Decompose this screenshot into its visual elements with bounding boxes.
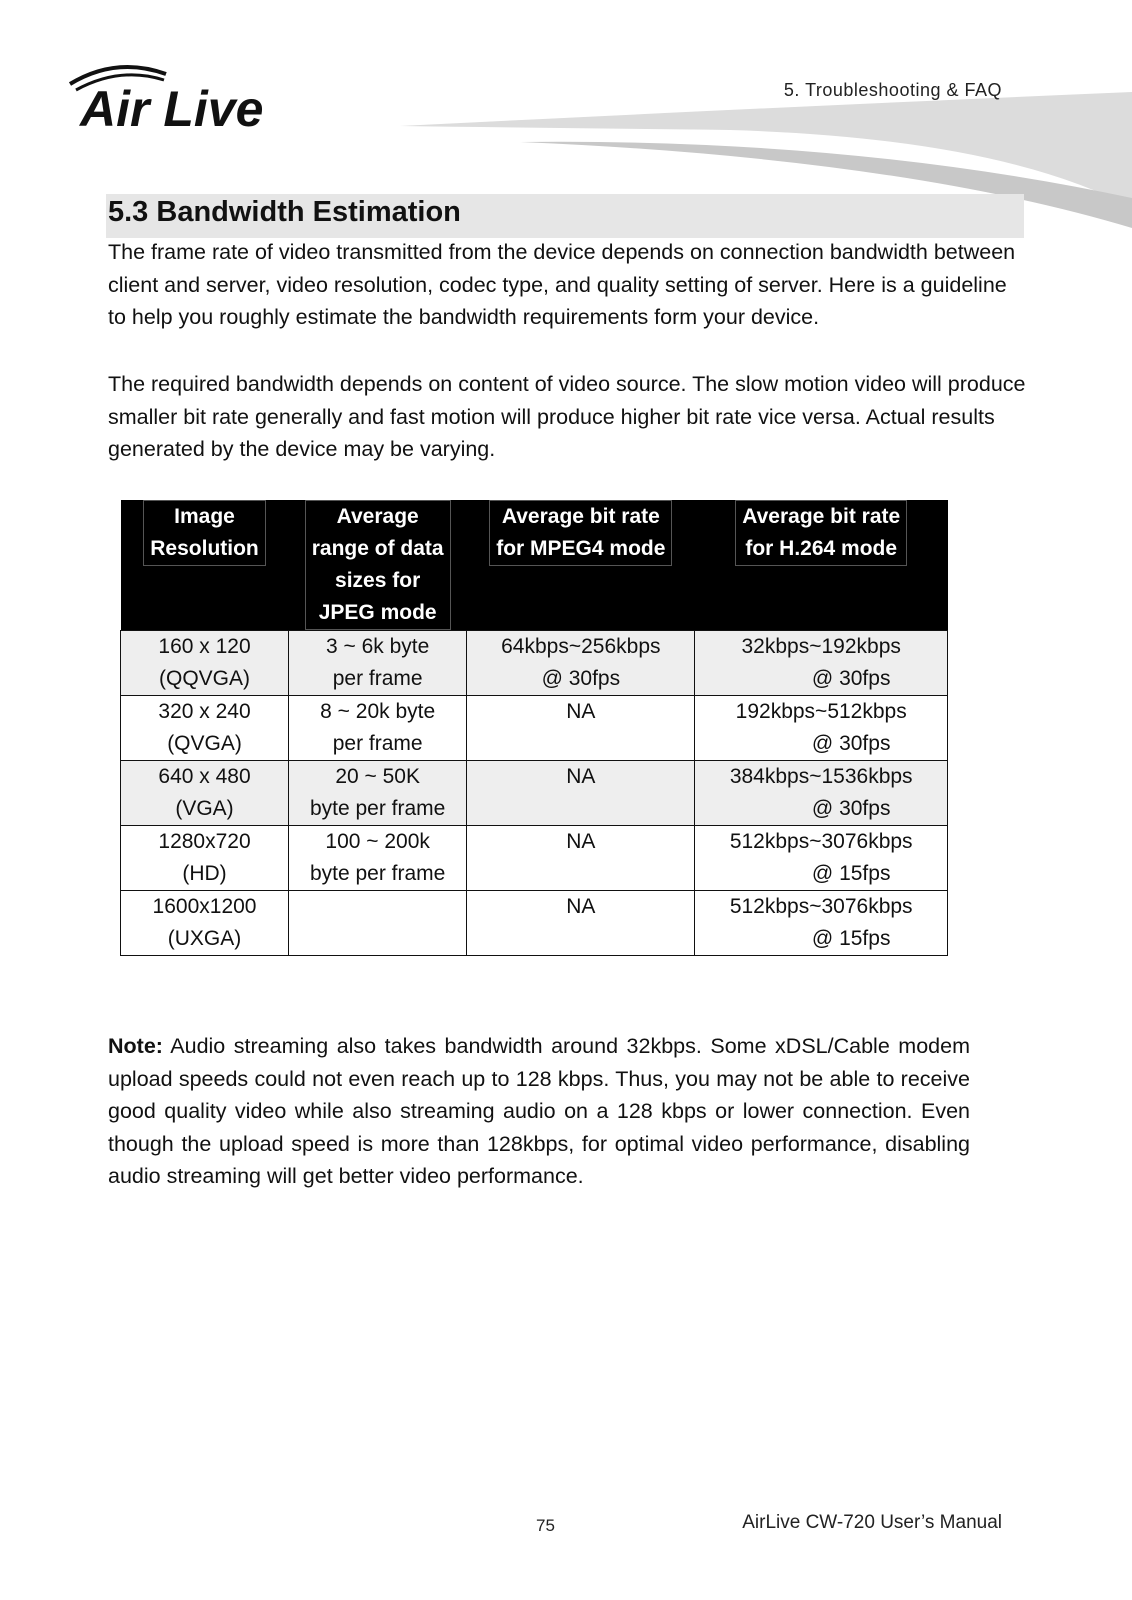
bandwidth-table xyxy=(120,500,948,956)
note-paragraph xyxy=(108,1030,970,1193)
table-row xyxy=(121,891,948,956)
h264-bitrate-cell: 512kbps~3076kbps @ 15fps xyxy=(695,891,948,956)
resolution-cell: 320 x 240 (QVGA) xyxy=(121,696,289,761)
mpeg4-bitrate-cell: NA xyxy=(467,696,695,761)
note-text: Audio streaming also takes bandwidth around 32kbps. Some xDSL/Cable modem upload speeds could not even reach up to 128 kbps. Thus, you may not be able to receive good quality video while also streaming audio on a 128 kbps or lower connection. Even though the upload speed is more than 128kbps, for optimal video performance, disabling audio streaming will get better video performance. xyxy=(108,1034,970,1188)
resolution-cell: 640 x 480 (VGA) xyxy=(121,761,289,826)
mpeg4-bitrate-cell: NA xyxy=(467,891,695,956)
header-jpeg-data-size: Average range of data sizes for JPEG mode xyxy=(289,500,467,631)
jpeg-size-cell: 20 ~ 50K byte per frame xyxy=(289,761,467,826)
page-number: 75 xyxy=(536,1516,555,1535)
h264-bitrate-cell: 512kbps~3076kbps @ 15fps xyxy=(695,826,948,891)
mpeg4-bitrate-cell: NA xyxy=(467,761,695,826)
header-h264-bitrate: Average bit rate for H.264 mode xyxy=(695,500,948,631)
jpeg-size-cell: 8 ~ 20k byte per frame xyxy=(289,696,467,761)
jpeg-size-cell: 3 ~ 6k byte per frame xyxy=(289,631,467,696)
h264-bitrate-cell: 32kbps~192kbps @ 30fps xyxy=(695,631,948,696)
header-mpeg4-bitrate: Average bit rate for MPEG4 mode xyxy=(467,500,695,631)
header-image-resolution: Image Resolution xyxy=(121,500,289,631)
resolution-cell: 160 x 120 (QQVGA) xyxy=(121,631,289,696)
note-label: Note: xyxy=(108,1034,163,1058)
chapter-header: 5. Troubleshooting & FAQ xyxy=(783,80,1002,100)
jpeg-size-cell: 100 ~ 200k byte per frame xyxy=(289,826,467,891)
resolution-cell: 1600x1200 (UXGA) xyxy=(121,891,289,956)
h264-bitrate-cell: 384kbps~1536kbps @ 30fps xyxy=(695,761,948,826)
h264-bitrate-cell: 192kbps~512kbps @ 30fps xyxy=(695,696,948,761)
mpeg4-bitrate-cell: NA xyxy=(467,826,695,891)
table-row xyxy=(121,826,948,891)
bandwidth-paragraph: The required bandwidth depends on content of video source. The slow motion video will produce smaller bit rate generally and fast motion will produce higher bit rate vice versa. Actual results generated by the device may be varying. xyxy=(108,372,1026,461)
jpeg-size-cell xyxy=(289,891,467,956)
intro-paragraph: The frame rate of video transmitted from the device depends on connection bandwidth between client and server, video resolution, codec type, and quality setting of server. Here is a guideline to help you roughly estimate the bandwidth requirements form your device. xyxy=(108,240,1016,329)
table-row xyxy=(121,696,948,761)
airlive-logo xyxy=(66,58,336,138)
mpeg4-bitrate-cell: 64kbps~256kbps @ 30fps xyxy=(467,631,695,696)
resolution-cell: 1280x720 (HD) xyxy=(121,826,289,891)
table-header-row xyxy=(121,500,948,631)
table-row xyxy=(121,631,948,696)
brand-wordmark: Air Live xyxy=(80,81,264,137)
table-row xyxy=(121,761,948,826)
manual-title: AirLive CW-720 User’s Manual xyxy=(742,1512,1002,1533)
section-title: 5.3 Bandwidth Estimation xyxy=(108,196,461,228)
